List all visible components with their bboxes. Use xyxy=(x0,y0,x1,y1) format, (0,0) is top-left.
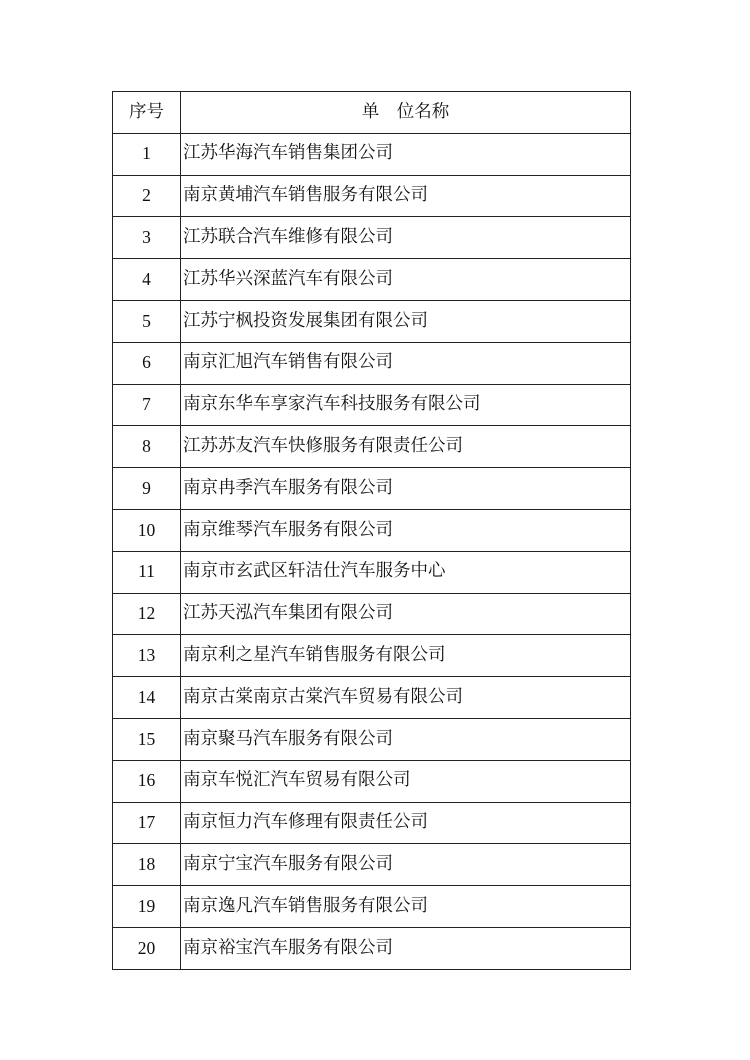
table-row xyxy=(113,760,631,802)
row-index: 20 xyxy=(113,927,181,969)
row-index: 11 xyxy=(113,551,181,593)
row-unit-name: 江苏华兴深蓝汽车有限公司 xyxy=(181,259,631,301)
table-row xyxy=(113,927,631,969)
row-unit-name: 南京维琴汽车服务有限公司 xyxy=(181,509,631,551)
row-index: 8 xyxy=(113,426,181,468)
table-row xyxy=(113,886,631,928)
row-unit-name: 南京利之星汽车销售服务有限公司 xyxy=(181,635,631,677)
table-row xyxy=(113,133,631,175)
table-row xyxy=(113,259,631,301)
table-row xyxy=(113,802,631,844)
table-row xyxy=(113,593,631,635)
row-index: 6 xyxy=(113,342,181,384)
row-index: 5 xyxy=(113,300,181,342)
table-row xyxy=(113,844,631,886)
row-unit-name: 江苏宁枫投资发展集团有限公司 xyxy=(181,300,631,342)
row-unit-name: 南京市玄武区轩洁仕汽车服务中心 xyxy=(181,551,631,593)
table-row xyxy=(113,718,631,760)
table-row xyxy=(113,342,631,384)
row-index: 19 xyxy=(113,886,181,928)
unit-list-table xyxy=(112,91,631,970)
row-index: 16 xyxy=(113,760,181,802)
row-unit-name: 南京逸凡汽车销售服务有限公司 xyxy=(181,886,631,928)
row-index: 7 xyxy=(113,384,181,426)
row-unit-name: 南京宁宝汽车服务有限公司 xyxy=(181,844,631,886)
table-row xyxy=(113,217,631,259)
row-index: 4 xyxy=(113,259,181,301)
row-unit-name: 南京古棠南京古棠汽车贸易有限公司 xyxy=(181,677,631,719)
table-row xyxy=(113,551,631,593)
table-row xyxy=(113,300,631,342)
table-row xyxy=(113,175,631,217)
row-unit-name: 江苏天泓汽车集团有限公司 xyxy=(181,593,631,635)
row-unit-name: 南京车悦汇汽车贸易有限公司 xyxy=(181,760,631,802)
row-index: 14 xyxy=(113,677,181,719)
row-index: 2 xyxy=(113,175,181,217)
row-index: 10 xyxy=(113,509,181,551)
row-index: 3 xyxy=(113,217,181,259)
row-unit-name: 南京聚马汽车服务有限公司 xyxy=(181,718,631,760)
row-index: 1 xyxy=(113,133,181,175)
row-unit-name: 南京黄埔汽车销售服务有限公司 xyxy=(181,175,631,217)
row-index: 9 xyxy=(113,468,181,510)
row-index: 18 xyxy=(113,844,181,886)
header-unit-name: 单 位名称 xyxy=(181,92,631,134)
row-unit-name: 南京冉季汽车服务有限公司 xyxy=(181,468,631,510)
row-unit-name: 江苏华海汽车销售集团公司 xyxy=(181,133,631,175)
table-row xyxy=(113,677,631,719)
table-header-row xyxy=(113,92,631,134)
row-unit-name: 江苏联合汽车维修有限公司 xyxy=(181,217,631,259)
row-unit-name: 南京恒力汽车修理有限责任公司 xyxy=(181,802,631,844)
table-row xyxy=(113,468,631,510)
table-row xyxy=(113,635,631,677)
row-unit-name: 南京汇旭汽车销售有限公司 xyxy=(181,342,631,384)
row-unit-name: 南京东华车享家汽车科技服务有限公司 xyxy=(181,384,631,426)
table-row xyxy=(113,509,631,551)
row-index: 17 xyxy=(113,802,181,844)
table-row xyxy=(113,426,631,468)
row-index: 15 xyxy=(113,718,181,760)
row-index: 13 xyxy=(113,635,181,677)
header-index: 序号 xyxy=(113,92,181,134)
row-unit-name: 南京裕宝汽车服务有限公司 xyxy=(181,927,631,969)
row-index: 12 xyxy=(113,593,181,635)
row-unit-name: 江苏苏友汽车快修服务有限责任公司 xyxy=(181,426,631,468)
table-row xyxy=(113,384,631,426)
